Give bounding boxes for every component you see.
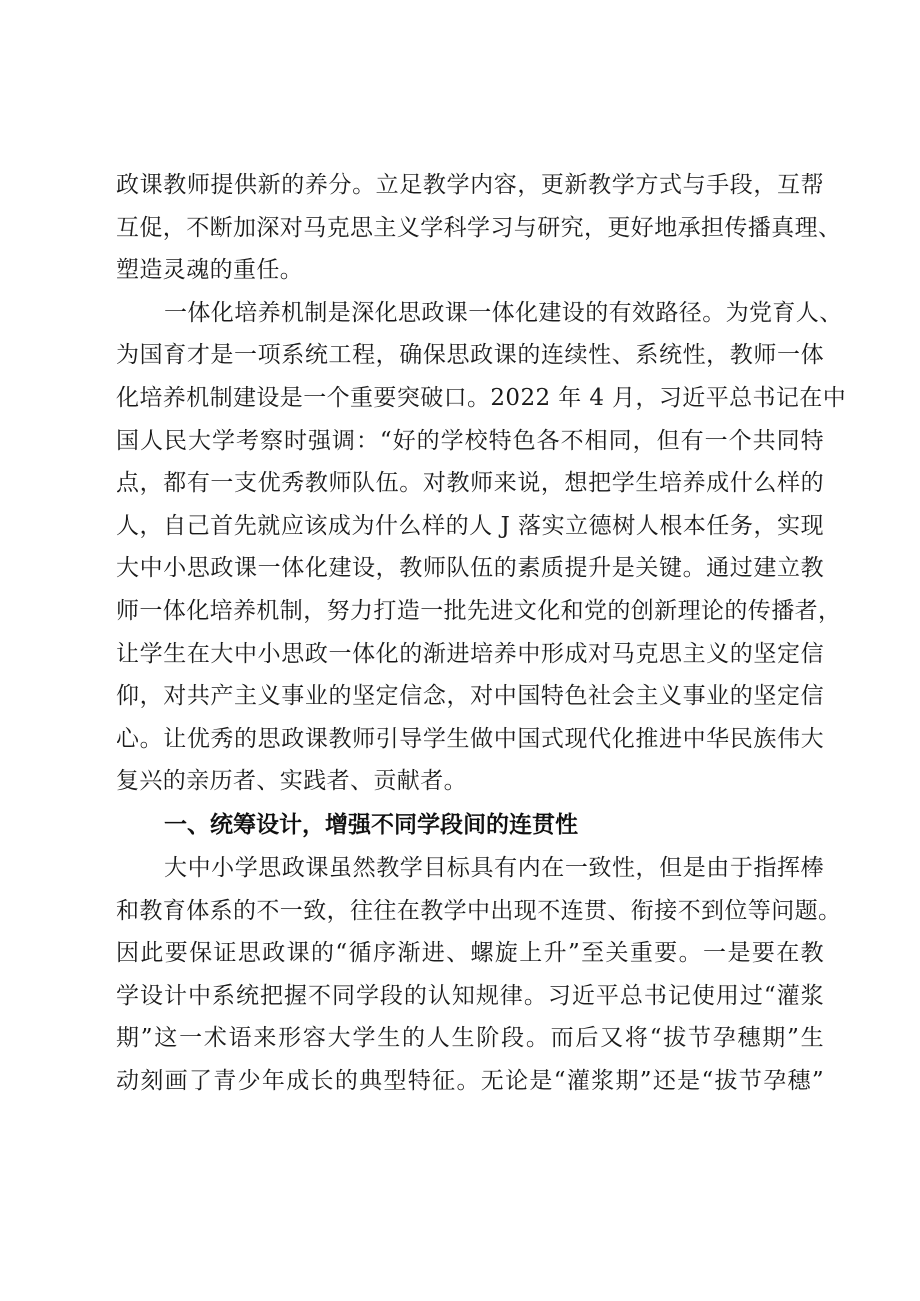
text-line: 大中小学思政课虽然教学目标具有内在一致性，但是由于指挥棒 — [164, 854, 824, 881]
text-line: 学设计中系统把握不同学段的认知规律。习近平总书记使用过“灌浆 — [116, 982, 824, 1009]
text-line: 和教育体系的不一致，往往在教学中出现不连贯、衔接不到位等问题。 — [116, 897, 842, 924]
text-line: 复兴的亲历者、实践者、贡献者。 — [116, 768, 467, 795]
text-line: 人，自己首先就应该成为什么样的人 J 落实立德树人根本任务，实现 — [116, 512, 824, 539]
section-heading: 一、统筹设计，增强不同学段间的连贯性 — [164, 811, 578, 838]
text-line: 心。让优秀的思政课教师引导学生做中国式现代化推进中华民族伟大 — [116, 725, 824, 752]
paragraph-2 — [116, 292, 847, 803]
text-line: 塑造灵魂的重任。 — [116, 257, 304, 284]
text-line: 仰，对共产主义事业的坚定信念，对中国特色社会主义事业的坚定信 — [116, 683, 824, 710]
document-body — [116, 164, 847, 1102]
text-line: 期”这一术语来形容大学生的人生阶段。而后又将“拔节孕穗期”生 — [116, 1025, 824, 1052]
text-line: 政课教师提供新的养分。立足教学内容，更新教学方式与手段，互帮 — [116, 172, 824, 198]
text-line: 点，都有一支优秀教师队伍。对教师来说，想把学生培养成什么样的 — [116, 470, 824, 497]
text-line: 一体化培养机制是深化思政课一体化建设的有效路径。为党育人、 — [164, 299, 843, 326]
text-line: 师一体化培养机制，努力打造一批先进文化和党的创新理论的传播者， — [116, 597, 842, 624]
text-line: 让学生在大中小思政一体化的渐进培养中形成对马克思主义的坚定信 — [116, 640, 824, 667]
text-line: 国人民大学考察时强调：“好的学校特色各不相同，但有一个共同特 — [116, 427, 824, 454]
text-line: 因此要保证思政课的“循序渐进、螺旋上升”至关重要。一是要在教 — [116, 940, 824, 967]
text-line: 为国育才是一项系统工程，确保思政课的连续性、系统性，教师一体 — [116, 342, 824, 369]
paragraph-1 — [116, 164, 842, 292]
text-line: 动刻画了青少年成长的典型特征。无论是“灌浆期”还是“拔节孕穗” — [116, 1067, 824, 1094]
text-line: 互促，不断加深对马克思主义学科学习与研究，更好地承担传播真理、 — [116, 214, 842, 241]
text-line: 化培养机制建设是一个重要突破口。2022 年 4 月，习近平总书记在中 — [116, 384, 847, 411]
text-line: 大中小思政课一体化建设，教师队伍的素质提升是关键。通过建立教 — [116, 555, 824, 582]
paragraph-3 — [116, 847, 842, 1103]
